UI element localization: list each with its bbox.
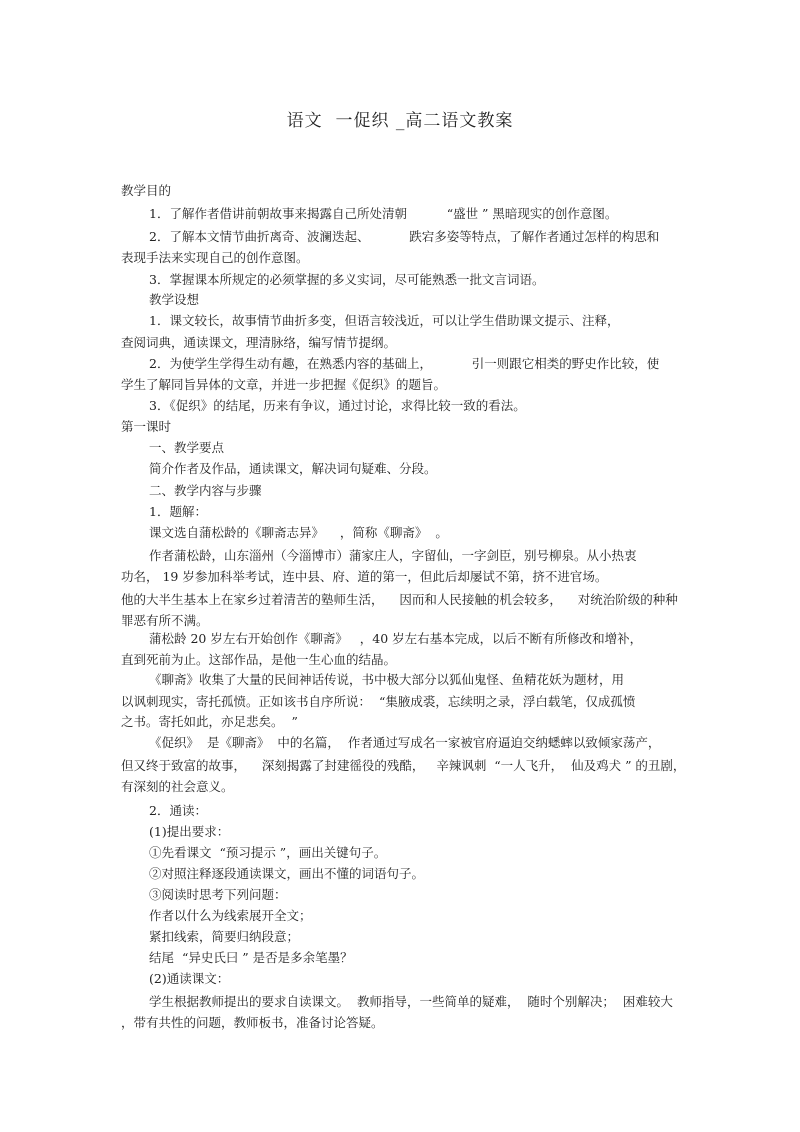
body-line: (1)提出要求：: [149, 824, 230, 839]
body-line: 1．课文较长，故事情节曲折多变，但语言较浅近，可以让学生借助课文提示、注释，: [149, 313, 620, 328]
body-line: 但又终于致富的故事， 深刻揭露了封建徭役的残酷， 辛辣讽刺 “一人飞升， 仙及鸡犬 ” 的丑剧，: [121, 758, 686, 773]
body-line: 简介作者及作品，通读课文，解决词句疑难、分段。: [149, 461, 437, 476]
body-line: 2．了解本文情节曲折离奇、波澜迭起、 跌宕多姿等特点，了解作者通过怎样的构思和: [149, 229, 660, 244]
body-line: 教学目的: [121, 183, 172, 198]
body-line: 有深刻的社会意义。: [121, 779, 234, 794]
body-line: 2．为使学生学得生动有趣，在熟悉内容的基础上， 引一则跟它相类的野史作比较，使: [149, 356, 660, 371]
body-line: 《聊斋》收集了大量的民间神话传说，书中极大部分以狐仙鬼怪、鱼精花妖为题材，用: [149, 672, 625, 687]
body-line: 《促织》 是《聊斋》 中的名篇， 作者通过写成名一家被官府逼迫交纳蟋蟀以致倾家荡产，: [149, 735, 661, 750]
body-line: ②对照注释逐段通读课文，画出不懂的词语句子。: [149, 866, 425, 881]
body-line: 表现手法来实现自己的创作意图。: [121, 250, 309, 265]
body-line: ①先看课文 “预习提示 ”，画出关键句子。: [149, 845, 387, 860]
body-line: 学生了解同旨异体的文章，并进一步把握《促织》的题旨。: [121, 377, 447, 392]
body-line: ③阅读时思考下列问题：: [149, 887, 287, 902]
body-line: 二、教学内容与步骤: [149, 483, 262, 498]
body-line: ，带有共性的问题，教师板书，准备讨论答疑。: [121, 1015, 384, 1030]
body-line: 教学设想: [149, 292, 200, 307]
body-line: (2)通读课文：: [149, 971, 230, 986]
body-line: 3．掌握课本所规定的必须掌握的多义实词，尽可能熟悉一批文言词语。: [149, 272, 545, 287]
body-line: 之书。寄托如此，亦足悲矣。 ”: [121, 714, 298, 729]
body-line: 罪恶有所不满。: [121, 613, 209, 628]
body-line: 蒲松龄 20 岁左右开始创作《聊斋》 ，40 岁左右基本完成，以后不断有所修改和增补，: [149, 631, 643, 646]
body-line: 一、教学要点: [149, 440, 225, 455]
document-title: 语文 一促织 _高二语文教案: [286, 111, 514, 131]
body-line: 2．通读：: [149, 803, 207, 818]
body-line: 学生根据教师提出的要求自读课文。 教师指导，一些简单的疑难， 随时个别解决； 困难较大: [149, 994, 673, 1009]
body-line: 结尾 “异史氏曰 ” 是否是多余笔墨？: [149, 950, 353, 965]
body-line: 作者蒲松龄，山东淄州（今淄博市）蒲家庄人，字留仙，一字剑臣，别号柳泉。从小热衷: [149, 548, 637, 563]
body-line: 紧扣线索，简要归纳段意；: [149, 929, 300, 944]
body-line: 课文选自蒲松龄的《聊斋志异》 ，简称《聊斋》 。: [149, 525, 448, 540]
body-line: 他的大半生基本上在家乡过着清苦的塾师生活， 因而和人民接触的机会较多， 对统治阶级的种种: [121, 592, 678, 607]
body-line: 1．题解：: [149, 504, 207, 519]
body-line: 1．了解作者借讲前朝故事来揭露自己所处清朝 “盛世 ” 黑暗现实的创作意图。: [149, 206, 618, 221]
body-line: 作者以什么为线索展开全文；: [149, 908, 312, 923]
body-line: 第一课时: [121, 419, 172, 434]
body-line: 直到死前为止。这部作品，是他一生心血的结晶。: [121, 652, 397, 667]
body-line: 以讽刺现实，寄托孤愤。正如该书自序所说： “集腋成裘，忘续明之录，浮白载笔，仅成孤愤: [121, 694, 636, 709]
body-line: 查阅词典，通读课文，理清脉络，编写情节提纲。: [121, 335, 397, 350]
body-line: 功名， 19 岁参加科举考试，连中县、府、道的第一，但此后却屡试不第，挤不进官场。: [121, 569, 608, 584]
body-line: 3．《促织》的结尾，历来有争议，通过讨论，求得比较一致的看法。: [149, 398, 526, 413]
